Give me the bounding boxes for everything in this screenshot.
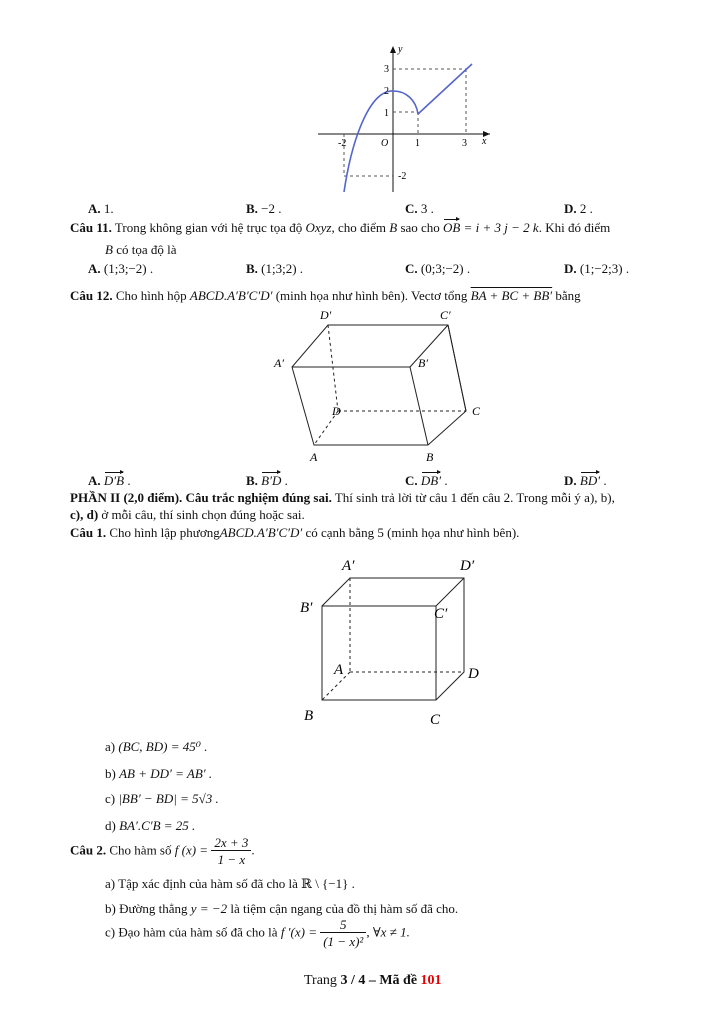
y-axis-label: y bbox=[398, 44, 403, 55]
cube-figure bbox=[296, 550, 492, 728]
cube-label-c: C bbox=[430, 712, 441, 728]
cube-label-d-prime: D′ bbox=[460, 558, 475, 574]
tick-y-3: 3 bbox=[384, 64, 389, 75]
p2q1-item-a: a) (BC, BD) = 45⁰ . bbox=[105, 739, 208, 754]
question-11: Câu 11. Trong không gian với hệ trục tọa độ Oxyz, cho điểm B sao cho OB = i + 3 j − 2 k. Khi đó điểm bbox=[70, 220, 611, 235]
cube-label-a-prime: A′ bbox=[342, 558, 355, 574]
exam-code: 101 bbox=[420, 973, 442, 988]
label-b-prime: B′ bbox=[418, 356, 428, 370]
p2q2-item-a: a) Tập xác định của hàm số đã cho là ℝ \ {−1} . bbox=[105, 876, 355, 891]
cube-label-a: A bbox=[334, 662, 344, 678]
label-d-prime: D′ bbox=[320, 308, 332, 322]
p2q2-item-b: b) Đường thẳng y = −2 là tiệm cận ngang của đồ thị hàm số đã cho. bbox=[105, 901, 459, 916]
page-footer: Trang 3 / 4 – Mã đề 101 bbox=[304, 973, 442, 988]
q12-option-a: A. D′B . bbox=[88, 473, 131, 488]
cube-label-b: B bbox=[304, 708, 314, 724]
q11-option-b: B. (1;3;2) . bbox=[246, 261, 304, 276]
tick-y-2: 2 bbox=[384, 86, 389, 97]
cube-label-c-prime: C′ bbox=[434, 606, 448, 622]
label-a: A bbox=[310, 450, 318, 464]
parallelepiped-figure bbox=[268, 305, 490, 467]
label-c-prime: C′ bbox=[440, 308, 451, 322]
part2-instruction-line2: c), d) ở mỗi câu, thí sinh chọn đúng hoặc sai. bbox=[70, 507, 305, 522]
p2q1-item-c: c) |BB′ − BD| = 5√3 . bbox=[105, 791, 219, 806]
q11-option-a: A. (1;3;−2) . bbox=[88, 261, 154, 276]
tick-y-neg2: -2 bbox=[398, 171, 407, 182]
q10-option-d: D. 2 . bbox=[564, 201, 593, 216]
tick-y-1: 1 bbox=[384, 108, 389, 119]
q10-option-b: B. −2 . bbox=[246, 201, 282, 216]
p2q1-item-d: d) BA′.C′B = 25 . bbox=[105, 818, 196, 833]
p2-question-2: Câu 2. Cho hàm số f (x) = $\frac{2x + 3}{1 - x}$ . bbox=[70, 835, 255, 867]
p2-question-1: Câu 1. Cho hình lập phươngABCD.A′B′C′D′ có cạnh bằng 5 (minh họa như hình bên). bbox=[70, 525, 520, 540]
p2q2-label: Câu 2. bbox=[70, 842, 107, 858]
label-d: D bbox=[332, 404, 341, 418]
p2q2-item-c: c) Đạo hàm của hàm số đã cho là f ′(x) = $\frac{5}{\text{(1 − x)²}}$ , ∀x ≠ 1. bbox=[105, 917, 410, 949]
question-12: Câu 12. Cho hình hộp ABCD.A′B′C′D′ (minh họa như hình bên). Vectơ tổng BA + BC + BB′ bằng bbox=[70, 288, 581, 303]
q10-option-a: A. 1. bbox=[88, 201, 114, 216]
x-axis-label: x bbox=[482, 136, 487, 147]
part2-heading: PHẦN II (2,0 điểm). Câu trắc nghiệm đúng sai. Thí sinh trả lời từ câu 1 đến câu 2. Trong mỗi ý a), b), bbox=[70, 490, 615, 505]
tick-x-1: 1 bbox=[415, 138, 420, 149]
cube-label-d: D bbox=[468, 666, 479, 682]
q12-option-c: C. DB′ . bbox=[405, 473, 448, 488]
tick-x-3: 3 bbox=[462, 138, 467, 149]
q10-option-c: C. 3 . bbox=[405, 201, 434, 216]
q11-option-c: C. (0;3;−2) . bbox=[405, 261, 471, 276]
label-b: B bbox=[426, 450, 434, 464]
question-11-line2: B có tọa độ là bbox=[105, 242, 177, 257]
q12-option-b: B. B′D . bbox=[246, 473, 288, 488]
tick-x-neg2: -2 bbox=[338, 138, 347, 149]
cube-label-b-prime: B′ bbox=[300, 600, 313, 616]
q12-option-d: D. BD′ . bbox=[564, 473, 607, 488]
label-c: C bbox=[472, 404, 481, 418]
page-number: 3 / 4 bbox=[340, 973, 366, 988]
p2q1-label: Câu 1. bbox=[70, 525, 107, 540]
q12-label: Câu 12. bbox=[70, 288, 113, 303]
function-graph bbox=[318, 42, 494, 194]
q11-option-d: D. (1;−2;3) . bbox=[564, 261, 630, 276]
label-a-prime: A′ bbox=[274, 356, 284, 370]
p2q1-item-b: b) AB + DD′ = AB′ . bbox=[105, 766, 213, 781]
q11-label: Câu 11. bbox=[70, 220, 112, 235]
origin-label: O bbox=[381, 138, 389, 149]
